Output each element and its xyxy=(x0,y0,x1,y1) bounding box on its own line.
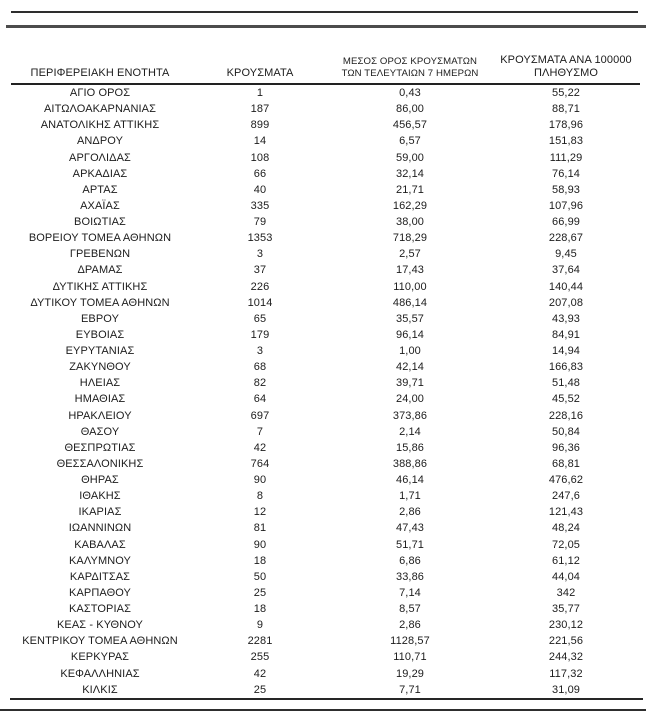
cell-region: ΚΑΛΥΜΝΟΥ xyxy=(69,554,131,567)
cell-region: ΑΡΤΑΣ xyxy=(82,183,118,196)
cell-avg-7day: 46,14 xyxy=(395,474,425,487)
table-row xyxy=(0,182,646,198)
cell-avg-7day: 388,86 xyxy=(392,457,428,470)
cell-per-100k: 50,84 xyxy=(551,425,581,438)
cell-region: ΙΚΑΡΙΑΣ xyxy=(78,506,122,519)
header-avg-7day-line2: ΤΩΝ ΤΕΛΕΥΤΑΙΩΝ 7 ΗΜΕΡΩΝ xyxy=(341,68,479,80)
cell-per-100k: 221,56 xyxy=(548,635,584,648)
cell-region: ΗΡΑΚΛΕΙΟΥ xyxy=(68,409,132,422)
cell-per-100k: 342 xyxy=(556,586,576,599)
cell-cases: 42 xyxy=(253,441,267,454)
cell-avg-7day: 39,71 xyxy=(395,377,425,390)
cell-avg-7day: 17,43 xyxy=(395,264,425,277)
table-row xyxy=(0,456,646,472)
cell-region: ΚΙΛΚΙΣ xyxy=(82,683,118,696)
table-row xyxy=(0,553,646,569)
cell-avg-7day: 33,86 xyxy=(395,570,425,583)
cell-cases: 1 xyxy=(256,87,264,100)
cell-avg-7day: 42,14 xyxy=(395,361,425,374)
cell-region: ΔΡΑΜΑΣ xyxy=(77,264,123,277)
cell-per-100k: 228,16 xyxy=(548,409,584,422)
top-thick-rule xyxy=(6,25,646,28)
table-row xyxy=(0,198,646,214)
cell-cases: 82 xyxy=(253,377,267,390)
cell-per-100k: 45,52 xyxy=(551,393,581,406)
cell-per-100k: 51,48 xyxy=(551,377,581,390)
table-row xyxy=(0,408,646,424)
cell-region: ΘΕΣΠΡΩΤΙΑΣ xyxy=(64,441,136,454)
cell-cases: 18 xyxy=(253,554,267,567)
cell-per-100k: 151,83 xyxy=(548,135,584,148)
cell-cases: 25 xyxy=(253,586,267,599)
table-row xyxy=(0,166,646,182)
table-row xyxy=(0,649,646,665)
cell-cases: 66 xyxy=(253,167,267,180)
cell-cases: 697 xyxy=(250,409,270,422)
table-row xyxy=(0,440,646,456)
cell-avg-7day: 0,43 xyxy=(399,87,421,100)
cell-per-100k: 207,08 xyxy=(548,296,584,309)
cell-cases: 25 xyxy=(253,683,267,696)
table-row xyxy=(0,279,646,295)
cell-per-100k: 72,05 xyxy=(551,538,581,551)
cell-region: ΙΩΑΝΝΙΝΩΝ xyxy=(68,522,132,535)
cell-avg-7day: 7,14 xyxy=(399,586,421,599)
table-row xyxy=(0,150,646,166)
cell-per-100k: 61,12 xyxy=(551,554,581,567)
cell-avg-7day: 1,00 xyxy=(399,345,421,358)
cell-per-100k: 121,43 xyxy=(548,506,584,519)
cell-region: ΕΒΡΟΥ xyxy=(80,312,120,325)
table-header xyxy=(0,46,646,82)
cell-cases: 108 xyxy=(250,151,270,164)
cell-per-100k: 68,81 xyxy=(551,457,581,470)
cell-per-100k: 166,83 xyxy=(548,361,584,374)
header-avg-7day-line1: ΜΕΣΟΣ ΟΡΟΣ ΚΡΟΥΣΜΑΤΩΝ xyxy=(342,56,478,68)
cell-region: ΚΑΡΠΑΘΟΥ xyxy=(69,586,131,599)
cell-cases: 50 xyxy=(253,570,267,583)
table-row xyxy=(0,85,646,101)
cell-per-100k: 37,64 xyxy=(551,264,581,277)
cell-per-100k: 140,44 xyxy=(548,280,584,293)
table-row xyxy=(0,133,646,149)
cell-avg-7day: 373,86 xyxy=(392,409,428,422)
table-row xyxy=(0,682,646,698)
table-row xyxy=(0,246,646,262)
cell-avg-7day: 456,57 xyxy=(392,119,428,132)
cell-cases: 18 xyxy=(253,603,267,616)
table-row xyxy=(0,585,646,601)
cell-avg-7day: 47,43 xyxy=(395,522,425,535)
bottom-rule xyxy=(10,698,643,700)
cell-per-100k: 117,32 xyxy=(549,667,583,680)
cell-region: ΚΑΒΑΛΑΣ xyxy=(74,538,126,551)
table-row xyxy=(0,488,646,504)
cell-cases: 2281 xyxy=(247,635,273,648)
cell-cases: 226 xyxy=(250,280,270,293)
cell-per-100k: 76,14 xyxy=(551,167,581,180)
cell-avg-7day: 86,00 xyxy=(395,103,425,116)
cell-avg-7day: 2,86 xyxy=(399,619,421,632)
cell-avg-7day: 2,14 xyxy=(399,425,421,438)
cell-per-100k: 31,09 xyxy=(551,683,581,696)
cell-region: ΖΑΚΥΝΘΟΥ xyxy=(69,361,131,374)
cell-avg-7day: 19,29 xyxy=(395,667,425,680)
cell-region: ΑΙΤΩΛΟΑΚΑΡΝΑΝΙΑΣ xyxy=(44,103,156,116)
table-row xyxy=(0,230,646,246)
cell-cases: 12 xyxy=(253,506,267,519)
cell-cases: 65 xyxy=(253,312,267,325)
table-row xyxy=(0,472,646,488)
cell-per-100k: 44,04 xyxy=(551,570,581,583)
table-row xyxy=(0,537,646,553)
cell-cases: 14 xyxy=(253,135,267,148)
cell-cases: 7 xyxy=(256,425,264,438)
cell-cases: 40 xyxy=(253,183,267,196)
cell-region: ΘΑΣΟΥ xyxy=(80,425,120,438)
top-thin-rule xyxy=(11,11,638,13)
cell-cases: 187 xyxy=(250,103,270,116)
cell-region: ΚΕΑΣ - ΚΥΘΝΟΥ xyxy=(57,619,143,632)
cell-per-100k: 55,22 xyxy=(551,87,581,100)
table-row xyxy=(0,601,646,617)
cell-avg-7day: 32,14 xyxy=(395,167,425,180)
cell-avg-7day: 24,00 xyxy=(395,393,425,406)
covid-cases-table-body xyxy=(0,85,646,698)
cell-avg-7day: 15,86 xyxy=(395,441,425,454)
header-per-100k-line2: ΠΛΗΘΥΣΜΟ xyxy=(533,67,599,80)
cell-region: ΕΥΒΟΙΑΣ xyxy=(75,328,125,341)
cell-per-100k: 48,24 xyxy=(551,522,581,535)
cell-cases: 1014 xyxy=(247,296,273,309)
cell-region: ΗΜΑΘΙΑΣ xyxy=(74,393,126,406)
cell-avg-7day: 8,57 xyxy=(399,603,421,616)
table-row xyxy=(0,117,646,133)
cell-avg-7day: 96,14 xyxy=(395,328,425,341)
table-row xyxy=(0,343,646,359)
cell-cases: 899 xyxy=(250,119,270,132)
cell-avg-7day: 1,71 xyxy=(399,490,421,503)
cell-per-100k: 88,71 xyxy=(551,103,581,116)
cell-cases: 90 xyxy=(253,474,267,487)
table-row xyxy=(0,633,646,649)
cell-region: ΕΥΡΥΤΑΝΙΑΣ xyxy=(65,345,135,358)
header-per-100k xyxy=(500,54,632,82)
header-cases: ΚΡΟΥΣΜΑΤΑ xyxy=(226,67,294,80)
table-row xyxy=(0,101,646,117)
cell-region: ΑΓΙΟ ΟΡΟΣ xyxy=(69,87,131,100)
cell-region: ΚΕΡΚΥΡΑΣ xyxy=(70,651,130,664)
cell-region: ΑΡΚΑΔΙΑΣ xyxy=(72,167,128,180)
table-row xyxy=(0,295,646,311)
cell-region: ΑΧΑΪΑΣ xyxy=(80,199,120,212)
cell-per-100k: 178,96 xyxy=(548,119,584,132)
table-row xyxy=(0,424,646,440)
cell-avg-7day: 110,00 xyxy=(393,280,427,293)
table-row xyxy=(0,262,646,278)
table-row xyxy=(0,375,646,391)
cell-avg-7day: 1128,57 xyxy=(390,635,430,648)
table-row xyxy=(0,666,646,682)
cell-region: ΘΗΡΑΣ xyxy=(81,474,119,487)
cell-cases: 37 xyxy=(253,264,267,277)
cell-avg-7day: 2,57 xyxy=(399,248,421,261)
cell-per-100k: 476,62 xyxy=(548,474,584,487)
cell-cases: 42 xyxy=(253,667,267,680)
table-row xyxy=(0,569,646,585)
cell-avg-7day: 6,57 xyxy=(399,135,421,148)
cell-cases: 3 xyxy=(256,345,264,358)
cell-region: ΘΕΣΣΑΛΟΝΙΚΗΣ xyxy=(56,457,144,470)
cell-per-100k: 244,32 xyxy=(548,651,584,664)
cell-cases: 8 xyxy=(256,490,264,503)
cell-per-100k: 9,45 xyxy=(555,248,577,261)
cell-per-100k: 43,93 xyxy=(551,312,581,325)
cell-per-100k: 84,91 xyxy=(551,328,581,341)
cell-cases: 79 xyxy=(253,216,267,229)
header-region-unit: ΠΕΡΙΦΕΡΕΙΑΚΗ ΕΝΟΤΗΤΑ xyxy=(30,67,170,80)
cell-avg-7day: 38,00 xyxy=(395,216,425,229)
cell-per-100k: 66,99 xyxy=(551,216,581,229)
cell-region: ΚΕΦΑΛΛΗΝΙΑΣ xyxy=(60,667,140,680)
cell-region: ΑΡΓΟΛΙΔΑΣ xyxy=(69,151,131,164)
table-row xyxy=(0,359,646,375)
cell-per-100k: 230,12 xyxy=(548,619,584,632)
cell-avg-7day: 51,71 xyxy=(395,538,425,551)
cell-region: ΒΟΙΩΤΙΑΣ xyxy=(74,216,126,229)
cell-cases: 764 xyxy=(250,457,270,470)
cell-cases: 179 xyxy=(250,328,270,341)
cell-avg-7day: 7,71 xyxy=(399,683,421,696)
cell-per-100k: 58,93 xyxy=(551,183,581,196)
cell-avg-7day: 21,71 xyxy=(395,183,425,196)
cell-per-100k: 96,36 xyxy=(551,441,581,454)
cell-per-100k: 247,6 xyxy=(551,490,581,503)
cell-cases: 3 xyxy=(256,248,264,261)
cell-cases: 68 xyxy=(253,361,267,374)
table-row xyxy=(0,617,646,633)
table-row xyxy=(0,391,646,407)
table-row xyxy=(0,504,646,520)
cell-avg-7day: 718,29 xyxy=(392,232,428,245)
cell-avg-7day: 110,71 xyxy=(393,651,427,664)
header-per-100k-line1: ΚΡΟΥΣΜΑΤΑ ΑΝΑ 100000 xyxy=(500,54,632,67)
cell-cases: 1353 xyxy=(247,232,273,245)
cell-region: ΙΘΑΚΗΣ xyxy=(79,490,121,503)
cell-region: ΚΑΣΤΟΡΙΑΣ xyxy=(69,603,131,616)
cell-cases: 9 xyxy=(256,619,264,632)
cell-cases: 90 xyxy=(253,538,267,551)
cell-per-100k: 14,94 xyxy=(551,345,581,358)
cell-per-100k: 228,67 xyxy=(548,232,584,245)
cell-region: ΓΡΕΒΕΝΩΝ xyxy=(69,248,131,261)
cell-region: ΔΥΤΙΚΗΣ ΑΤΤΙΚΗΣ xyxy=(52,280,148,293)
cell-cases: 81 xyxy=(253,522,267,535)
cell-avg-7day: 59,00 xyxy=(395,151,425,164)
cell-region: ΔΥΤΙΚΟΥ ΤΟΜΕΑ ΑΘΗΝΩΝ xyxy=(30,296,170,309)
cell-region: ΑΝΔΡΟΥ xyxy=(76,135,124,148)
table-row xyxy=(0,311,646,327)
cell-cases: 335 xyxy=(250,199,270,212)
cell-avg-7day: 162,29 xyxy=(392,199,428,212)
table-row xyxy=(0,327,646,343)
cell-region: ΚΕΝΤΡΙΚΟΥ ΤΟΜΕΑ ΑΘΗΝΩΝ xyxy=(22,635,178,648)
header-avg-7day xyxy=(320,56,500,82)
cell-region: ΚΑΡΔΙΤΣΑΣ xyxy=(69,570,131,583)
cell-cases: 64 xyxy=(253,393,267,406)
cell-per-100k: 111,29 xyxy=(549,151,583,164)
cell-avg-7day: 6,86 xyxy=(399,554,421,567)
cell-cases: 255 xyxy=(250,651,270,664)
cell-avg-7day: 486,14 xyxy=(392,296,428,309)
footer-rule xyxy=(0,709,646,711)
cell-avg-7day: 35,57 xyxy=(395,312,425,325)
table-row xyxy=(0,214,646,230)
cell-per-100k: 107,96 xyxy=(548,199,584,212)
cell-avg-7day: 2,86 xyxy=(399,506,421,519)
cell-region: ΗΛΕΙΑΣ xyxy=(79,377,121,390)
cell-region: ΒΟΡΕΙΟΥ ΤΟΜΕΑ ΑΘΗΝΩΝ xyxy=(28,232,172,245)
table-row xyxy=(0,520,646,536)
cell-per-100k: 35,77 xyxy=(551,603,581,616)
cell-region: ΑΝΑΤΟΛΙΚΗΣ ΑΤΤΙΚΗΣ xyxy=(40,119,160,132)
